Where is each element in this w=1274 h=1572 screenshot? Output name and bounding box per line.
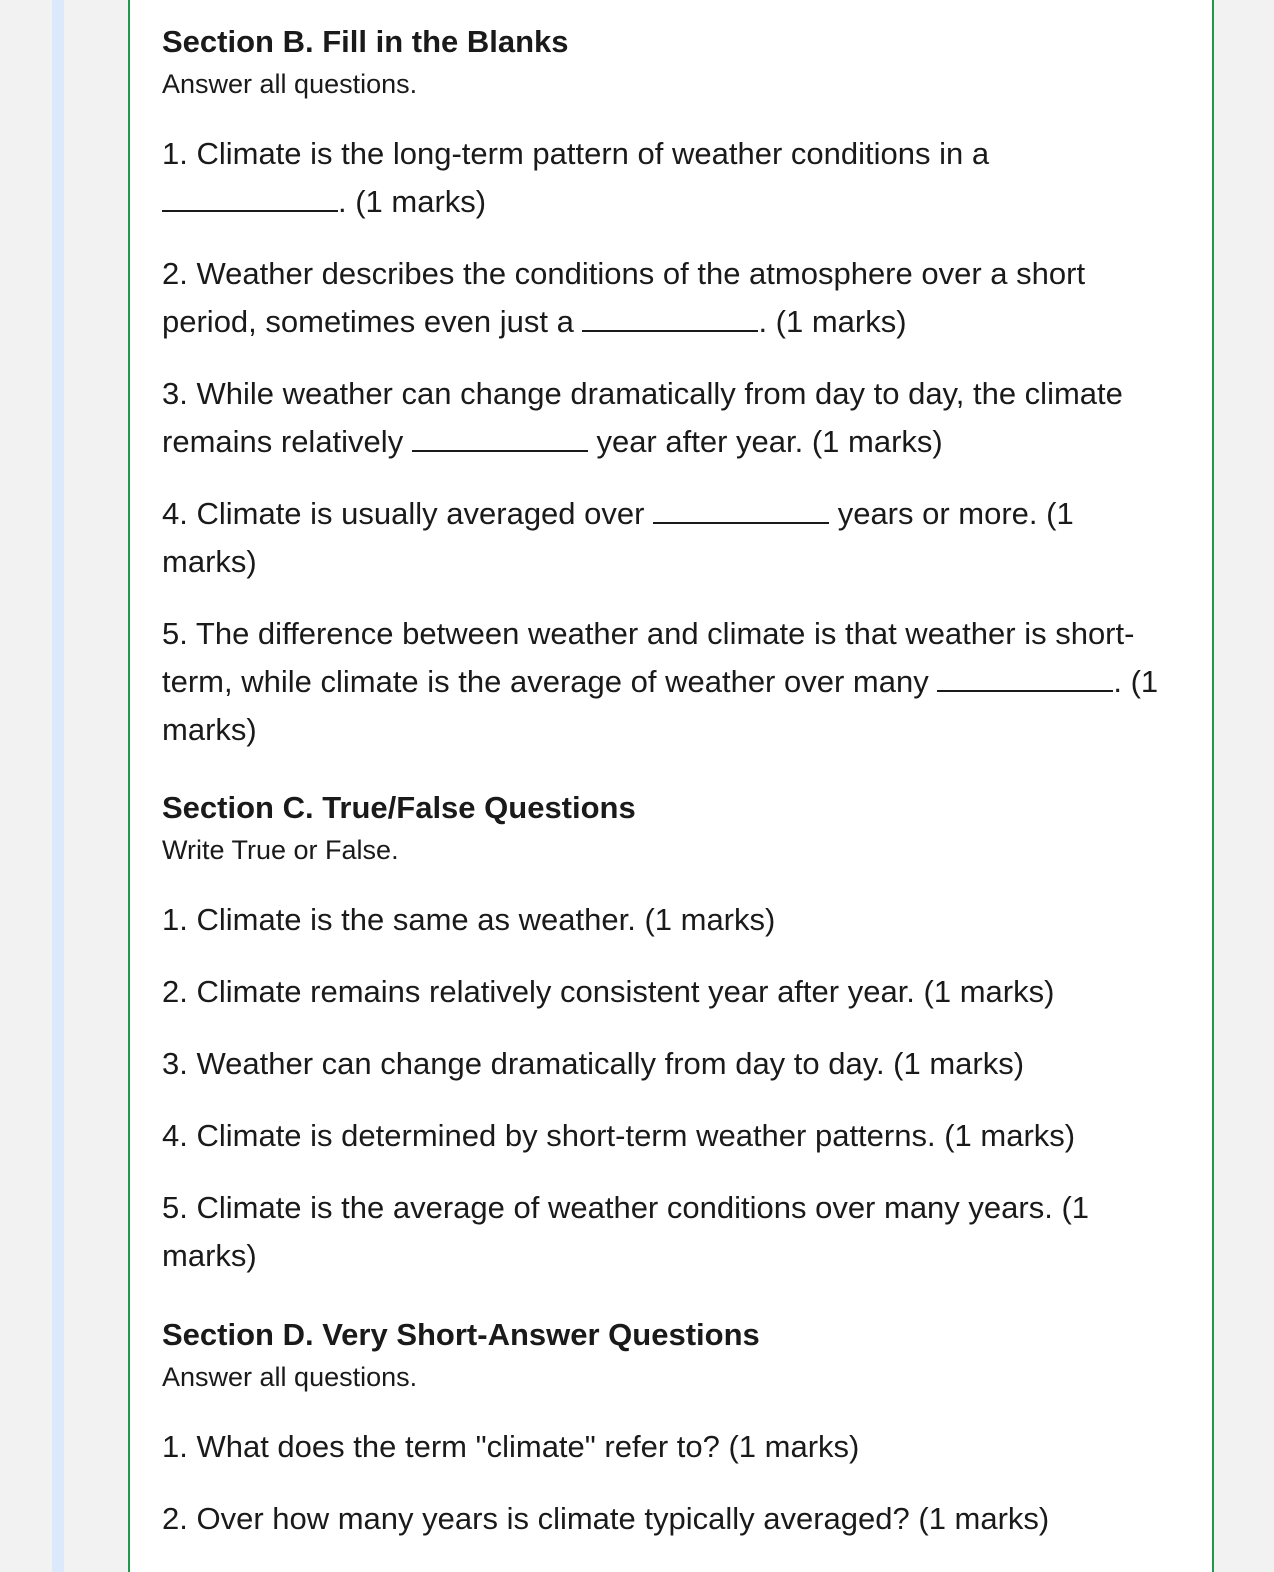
- section-c-title: Section C. True/False Questions: [162, 790, 636, 825]
- question-text: 4. Climate is usually averaged over: [162, 496, 645, 531]
- question-tail: . (1 marks): [162, 664, 1159, 747]
- answer-blank: [937, 666, 1113, 692]
- section-d-instruction: Answer all questions.: [162, 1362, 418, 1392]
- question-tail: . (1 marks): [338, 184, 487, 219]
- section-b-title: Section B. Fill in the Blanks: [162, 24, 569, 59]
- section-d-title: Section D. Very Short-Answer Questions: [162, 1317, 760, 1352]
- fill-blank-question-4: [162, 490, 1172, 586]
- question-tail: year after year. (1 marks): [596, 424, 943, 459]
- section-b: [162, 24, 1172, 747]
- true-false-question-4: 4. Climate is determined by short-term weather patterns. (1 marks): [162, 1118, 1076, 1153]
- short-answer-question-1: 1. What does the term "climate" refer to? (1 marks): [162, 1429, 860, 1464]
- question-text: 3. While weather can change dramatically from day to day, the climate remains relatively: [162, 376, 1123, 459]
- true-false-question-5: 5. Climate is the average of weather conditions over many years. (1 marks): [162, 1190, 1090, 1273]
- true-false-question-2: 2. Climate remains relatively consistent year after year. (1 marks): [162, 974, 1055, 1009]
- short-answer-question-2: 2. Over how many years is climate typically averaged? (1 marks): [162, 1501, 1050, 1536]
- section-c-instruction: Write True or False.: [162, 835, 399, 865]
- fill-blank-question-5: [162, 610, 1172, 754]
- question-tail: . (1 marks): [758, 304, 907, 339]
- answer-blank: [412, 426, 588, 452]
- answer-blank: [653, 498, 829, 524]
- question-tail: years or more. (1 marks): [162, 496, 1074, 579]
- section-d: [162, 1317, 1172, 1536]
- section-c: [162, 790, 1172, 1273]
- fill-blank-question-3: [162, 370, 1172, 466]
- true-false-question-3: 3. Weather can change dramatically from day to day. (1 marks): [162, 1046, 1025, 1081]
- true-false-question-1: 1. Climate is the same as weather. (1 marks): [162, 902, 776, 937]
- fill-blank-question-2: [162, 250, 1172, 346]
- left-rail: [52, 0, 64, 1572]
- answer-blank: [582, 306, 758, 332]
- question-text: 2. Weather describes the conditions of the atmosphere over a short period, sometimes even just a: [162, 256, 1086, 339]
- question-text: 1. Climate is the long-term pattern of weather conditions in a: [162, 136, 990, 171]
- fill-blank-question-1: [162, 130, 1172, 226]
- question-text: 5. The difference between weather and climate is that weather is short-term, while climate is the average of weather over many: [162, 616, 1135, 699]
- answer-blank: [162, 186, 338, 212]
- section-b-instruction: Answer all questions.: [162, 69, 418, 99]
